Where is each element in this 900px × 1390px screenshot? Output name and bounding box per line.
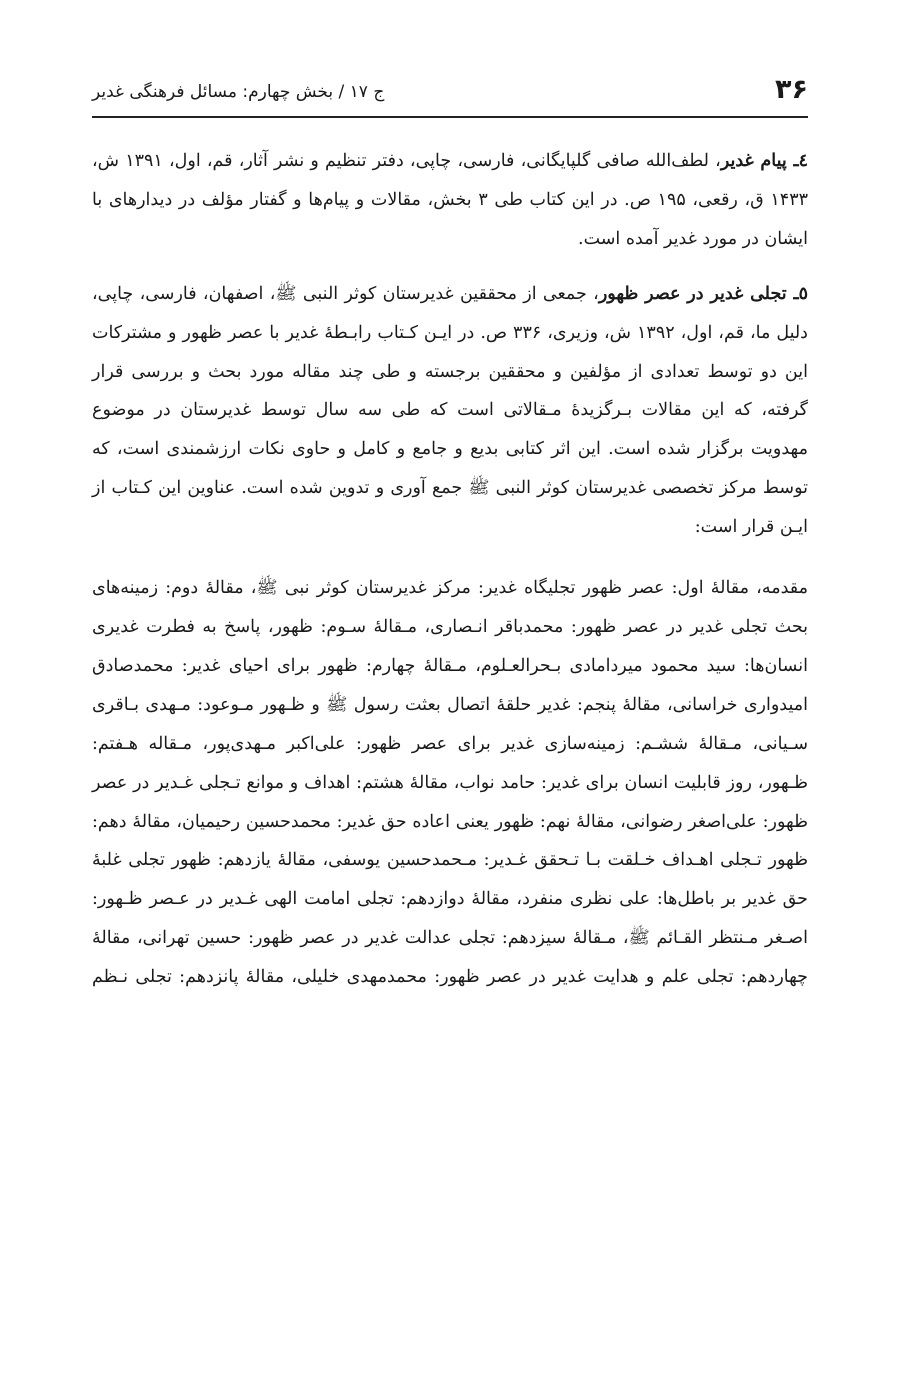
entry-title: ٤ـ پیام غدیر xyxy=(720,151,808,171)
bibliography-entry-5 xyxy=(92,275,808,547)
table-of-contents-paragraph: مقدمه، مقالهٔ اول: عصر ظهور تجلیگاه غدیر: مرکز غدیرستان کوثر نبی ﷺ، مقالهٔ دوم: زمینه‌های بحث تجلی غدیر در عصر ظهور: محمدباقر انـصاری، مـقالهٔ سـوم: ظهور، پاسخ به فطرت غدیری انسان‌ها: سید محمود میردامادی بـحرالعـلوم، مـقالهٔ چهارم: ظهور برای احیای غدیر: محمدصادق امیدواری خراسانی، مقالهٔ پنجم: غدیر حلقهٔ اتصال بعثت رسول ﷺ و ظـهور مـوعود: مـهدی بـاقری سـیانی، مـقالهٔ ششـم: زمینه‌سازی غدیر برای عصر ظهور: علی‌اکبر مـهدی‌پور، مـقاله هـفتم: ظـهور، روز قابلیت انسان برای غدیر: حامد نواب، مقالهٔ هشتم: اهداف و موانع تـجلی غـدیر در عصر ظهور: علی‌اصغر رضوانی، مقالهٔ نهم: ظهور یعنی اعاده حق غدیر: محمدحسین رحیمیان، مقالهٔ دهم: ظهور تـجلی اهـداف خـلقت بـا تـحقق غـدیر: مـحمدحسین یوسفی، مقالهٔ یازدهم: ظهور تجلی غلبهٔ حق غدیر بر باطل‌ها: علی نظری منفرد، مقالهٔ دوازدهم: تجلی امامت الهی غـدیر در عـصر ظـهور: اصـغر مـنتظر القـائم ﷺ، مـقالهٔ سیزدهم: تجلی عدالت غدیر در عصر ظهور: حسین تهرانی، مقالهٔ چهاردهم: تجلی علم و هدایت غدیر در عصر ظهور: محمدمهدی خلیلی، مقالهٔ پانزدهم: تجلی نـظم xyxy=(92,578,808,988)
entry-description: ، جمعی از محققین غدیرستان کوثر النبی ﷺ، اصفهان، فارسی، چاپی، دلیل ما، قم، اول، ۱۳۹۲ ش، وزیری، ۳۳۶ ص. در ایـن کـتاب رابـطهٔ غدیر با عصر ظهور و مشترکات این دو توسط تعدادی از مؤلفین و محققین برجسته و طی چند مقاله مورد بحث و بررسی قرار گرفته، که این مقالات بـرگزیدهٔ مـقالاتی است که طی سه سال توسط غدیرستان در موضوع مهدویت برگزار شده است. این اثر کتابی بدیع و جامع و کامل و حاوی نکات ارزشمندی است، که توسط مرکز تخصصی غدیرستان کوثر النبی ﷺ جمع آوری و تدوین شده است. عناوین این کـتاب از ایـن قرار است: xyxy=(92,283,808,538)
running-title: ج ۱۷ / بخش چهارم: مسائل فرهنگی غدیر xyxy=(92,82,385,102)
running-header xyxy=(92,72,808,118)
entry-title: ٥ـ تجلی غدیر در عصر ظهور xyxy=(598,283,808,304)
page-number: ۳۶ xyxy=(775,74,808,105)
entry-description: ، لطف‌الله صافی گلپایگانی، فارسی، چاپی، دفتر تنظیم و نشر آثار، قم، اول، ۱۳۹۱ ش، ۱۴۳۳ ق، رقعی، ۱۹۵ ص. در این کتاب طی ۳ بخش، مقالات و پیام‌ها و گفتار مؤلف در دیدارهای با ایشان در مورد غدیر آمده است. xyxy=(92,151,809,249)
body-text xyxy=(92,142,808,997)
bibliography-entry-4 xyxy=(92,142,808,259)
